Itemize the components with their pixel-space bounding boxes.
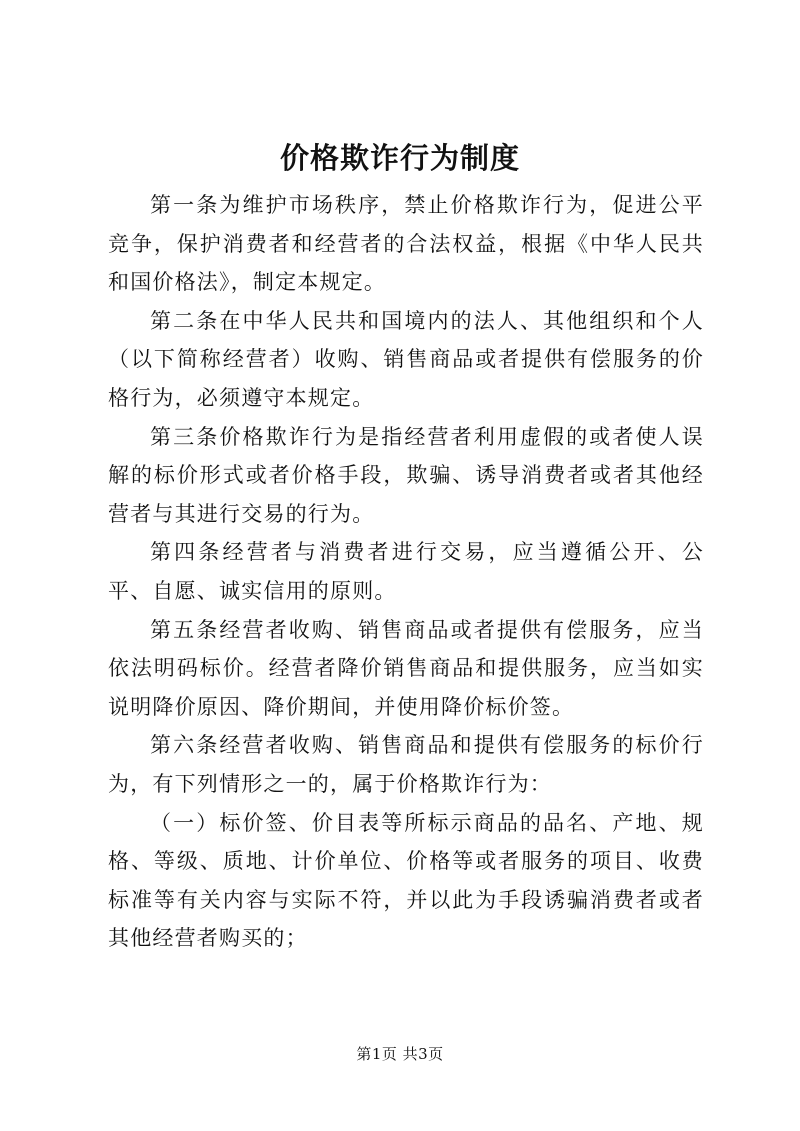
article-4-paragraph: 第四条经营者与消费者进行交易，应当遵循公开、公平、自愿、诚实信用的原则。 [108, 540, 704, 603]
article-1-paragraph: 第一条为维护市场秩序，禁止价格欺诈行为，促进公平竞争，保护消费者和经营者的合法权益，根据《中华人民共和国价格法》，制定本规定。 [108, 193, 704, 295]
article-5-paragraph: 第五条经营者收购、销售商品或者提供有偿服务，应当依法明码标价。经营者降价销售商品和提供服务，应当如实说明降价原因、降价期间，并使用降价标价签。 [108, 617, 704, 719]
article-2-paragraph: 第二条在中华人民共和国境内的法人、其他组织和个人（以下简称经营者）收购、销售商品或者提供有偿服务的价格行为，必须遵守本规定。 [108, 308, 704, 410]
document-title: 价格欺诈行为制度 [279, 141, 520, 175]
article-3-paragraph: 第三条价格欺诈行为是指经营者利用虚假的或者使人误解的标价形式或者价格手段，欺骗、诱导消费者或者其他经营者与其进行交易的行为。 [108, 424, 704, 526]
page-number-footer: 第1页 共3页 [356, 1045, 444, 1063]
article-6-item-1-paragraph: （一）标价签、价目表等所标示商品的品名、产地、规格、等级、质地、计价单位、价格等或者服务的项目、收费标准等有关内容与实际不符，并以此为手段诱骗消费者或者其他经营者购买的； [108, 810, 704, 951]
document-body [108, 186, 704, 958]
article-6-paragraph: 第六条经营者收购、销售商品和提供有偿服务的标价行为，有下列情形之一的，属于价格欺诈行为： [108, 733, 704, 796]
